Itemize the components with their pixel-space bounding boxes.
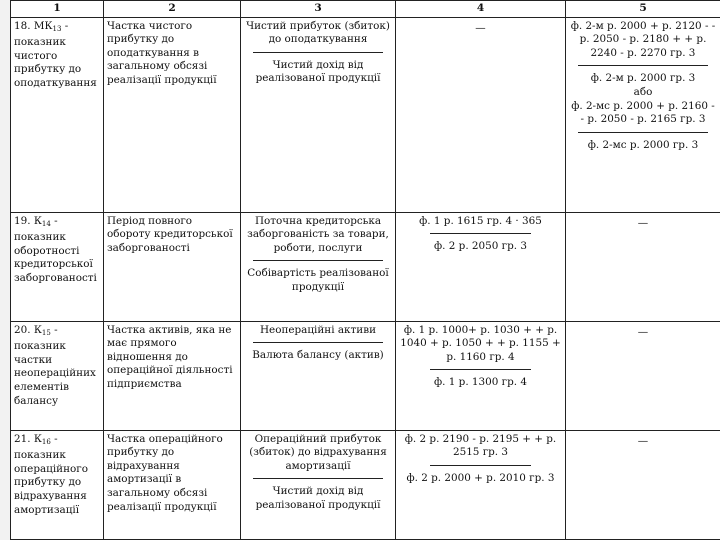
- source-cell-5: [566, 212, 720, 321]
- table-row: [11, 17, 720, 212]
- indicator-description: - показник частки неопераційних елементів балансу: [14, 323, 96, 407]
- fraction-line: [578, 65, 708, 66]
- source-cell-5: [566, 17, 720, 212]
- fraction-line: [430, 233, 531, 234]
- indicator-description: - показник операційного прибутку до відрахування амортизації: [14, 432, 88, 516]
- indicator-name: 21. К: [14, 432, 42, 445]
- description-cell: Період повного обороту кредиторської заборгованості: [104, 212, 241, 321]
- description-cell: Частка чистого прибутку до оподаткування в загальному обсязі реалізації продукції: [104, 17, 241, 212]
- empty-dash: —: [637, 216, 649, 229]
- formula-cell: [241, 17, 396, 212]
- indicator-cell: [11, 212, 104, 321]
- source-numerator-alt-a: ф. 2-мс р. 2000 + р. 2160 -: [571, 99, 715, 112]
- source-cell-4: [396, 430, 566, 539]
- fraction-line: [253, 478, 383, 479]
- formula-cell: [241, 430, 396, 539]
- fraction-line: [253, 260, 383, 261]
- empty-dash: —: [475, 21, 486, 34]
- indicator-name: 18. МК: [14, 19, 53, 32]
- formula-numerator: Неопераційні активи: [259, 323, 376, 336]
- empty-dash: —: [637, 434, 649, 447]
- source-denominator: ф. 2-м р. 2000 гр. 3: [590, 72, 696, 85]
- table-row: [11, 321, 720, 430]
- indicator-description: - показник оборотності кредиторської заборгованості: [14, 214, 97, 284]
- description-cell: Частка операційного прибутку до відрахування амортизації в загальному обсязі реалізації продукції: [104, 430, 241, 539]
- indicator-description: - показник чистого прибутку до оподаткування: [14, 19, 97, 89]
- indicator-cell: [11, 17, 104, 212]
- empty-dash: —: [637, 325, 649, 338]
- source-denominator: ф. 2 р. 2000 + р. 2010 гр. 3: [406, 471, 555, 484]
- fraction-line: [253, 52, 383, 53]
- formula-numerator: Чистий прибуток (збиток) до оподаткування: [246, 19, 390, 46]
- indicator-subscript: 16: [41, 437, 51, 446]
- source-numerator: ф. 1 р. 1000+ р. 1030 + + р. 1040 + р. 1050 + + р. 1155 + р. 1160 гр. 4: [400, 323, 561, 363]
- source-denominator: ф. 2 р. 2050 гр. 3: [434, 240, 527, 253]
- fraction-line: [430, 369, 531, 370]
- source-cell-4: [396, 212, 566, 321]
- source-numerator: ф. 2 р. 2190 - р. 2195 + + р. 2515 гр. 3: [404, 432, 557, 459]
- source-denominator: ф. 1 р. 1300 гр. 4: [434, 376, 527, 389]
- indicator-subscript: 15: [41, 328, 51, 337]
- header-col-3: 3: [241, 1, 396, 18]
- table-row: [11, 430, 720, 539]
- fraction-line: [430, 465, 531, 466]
- table-row: [11, 212, 720, 321]
- source-numerator: ф. 1 р. 1615 гр. 4 · 365: [419, 214, 542, 227]
- left-margin: [0, 0, 10, 540]
- formula-denominator: Чистий дохід від реалізованої продукції: [255, 58, 381, 85]
- source-cell-5: [566, 321, 720, 430]
- formula-numerator: Поточна кредиторська заборгованість за товари, роботи, послуги: [247, 214, 389, 254]
- source-numerator-alt-b: - р. 2050 - р. 2165 гр. 3: [580, 113, 706, 126]
- indicators-table: [10, 0, 720, 540]
- formula-cell: [241, 212, 396, 321]
- formula-denominator: Чистий дохід від реалізованої продукції: [255, 485, 381, 511]
- source-numerator: ф. 2-м р. 2000 + р. 2120 - - р. 2050 - р. 2180 + + р. 2240 - р. 2270 гр. 3: [570, 19, 716, 59]
- source-cell-4: [396, 321, 566, 430]
- indicator-cell: [11, 430, 104, 539]
- indicator-name: 20. К: [14, 323, 42, 336]
- header-row: [11, 1, 720, 18]
- source-denominator-alt: ф. 2-мс р. 2000 гр. 3: [587, 138, 699, 151]
- indicator-cell: [11, 321, 104, 430]
- formula-numerator: Операційний прибуток (збиток) до відрахування амортизації: [249, 432, 387, 472]
- source-cell-5: [566, 430, 720, 539]
- header-col-4: 4: [396, 1, 566, 18]
- indicator-subscript: 13: [52, 24, 62, 33]
- header-col-2: 2: [104, 1, 241, 18]
- header-col-1: 1: [11, 1, 104, 18]
- fraction-line: [253, 342, 383, 343]
- fraction-line: [578, 132, 708, 133]
- source-cell-4: [396, 17, 566, 212]
- formula-denominator: Валюта балансу (актив): [252, 349, 384, 362]
- formula-cell: [241, 321, 396, 430]
- indicator-subscript: 14: [41, 219, 51, 228]
- header-col-5: 5: [566, 1, 720, 18]
- description-cell: Частка активів, яка не має прямого відношення до операційної діяльності підприємства: [104, 321, 241, 430]
- source-or: або: [633, 85, 653, 98]
- indicator-name: 19. К: [14, 214, 42, 227]
- formula-denominator: Собівартість реалізованої продукції: [247, 267, 389, 293]
